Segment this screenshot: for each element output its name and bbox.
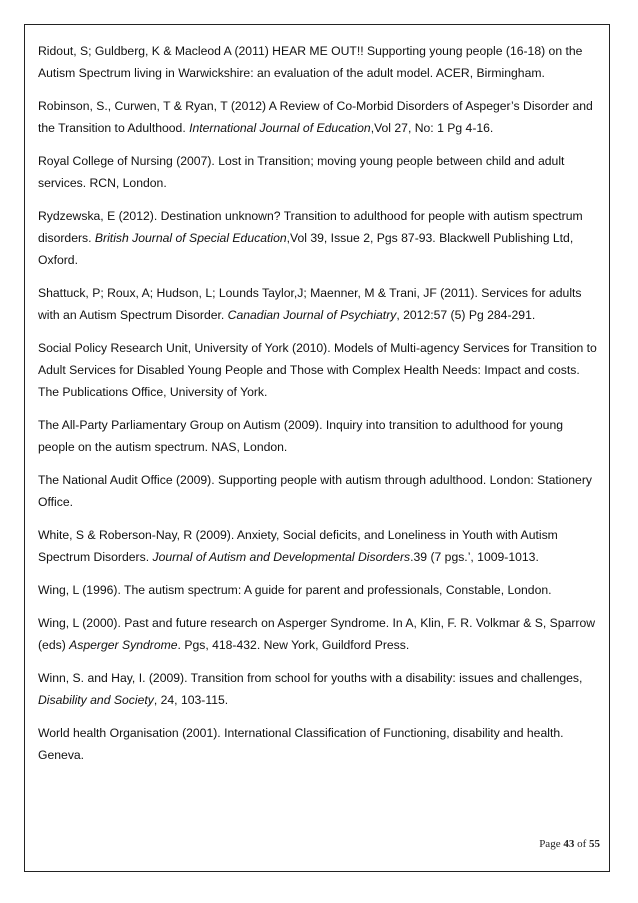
reference-item: [38, 337, 600, 403]
reference-list: [38, 40, 600, 777]
reference-item: [38, 579, 600, 601]
reference-item: [38, 414, 600, 458]
reference-text: Ridout, S; Guldberg, K & Macleod A (2011) HEAR ME OUT!! Supporting young people (16-18) on the Autism Spectrum living in Warwickshire: an evaluation of the adult model. ACER, Birmingham.: [38, 44, 583, 80]
reference-text: Winn, S. and Hay, I. (2009). Transition from school for youths with a disability: issues and challenges,: [38, 671, 583, 685]
reference-text: The National Audit Office (2009). Supporting people with autism through adulthood. London: Stationery Office.: [38, 473, 592, 509]
of-label: of: [577, 838, 587, 850]
reference-text: The All-Party Parliamentary Group on Autism (2009). Inquiry into transition to adulthood for young people on the autism spectrum. NAS, London.: [38, 418, 564, 454]
reference-text: Robinson, S., Curwen, T & Ryan, T (2012) A Review of Co-Morbid Disorders of Aspeger’s Disorder and the Transition to Adulthood.: [38, 99, 593, 135]
reference-details: ,Vol 27, No: 1 Pg 4-16.: [370, 121, 494, 135]
total-pages: 55: [589, 838, 600, 850]
reference-text: Wing, L (1996). The autism spectrum: A guide for parent and professionals, Constable, London.: [38, 583, 552, 597]
reference-item: [38, 40, 600, 84]
reference-text: World health Organisation (2001). International Classification of Functioning, disability and health. Geneva.: [38, 726, 564, 762]
reference-text: Wing, L (2000). Past and future research on Asperger Syndrome. In A, Klin, F. R. Volkmar & S, Sparrow (eds): [38, 616, 596, 652]
reference-details: .39 (7 pgs.’, 1009-1013.: [410, 550, 539, 564]
reference-details: ,Vol 39, Issue 2, Pgs 87-93. Blackwell Publishing Ltd, Oxford.: [38, 231, 574, 267]
page-number: [539, 838, 600, 850]
journal-title: British Journal of Special Education: [94, 231, 287, 245]
page-label: Page: [539, 838, 561, 850]
reference-item: [38, 282, 600, 326]
current-page: 43: [563, 838, 575, 850]
reference-details: . Pgs, 418-432. New York, Guildford Press.: [177, 638, 410, 652]
journal-title: Disability and Society: [38, 693, 154, 707]
reference-details: , 24, 103-115.: [153, 693, 229, 707]
reference-item: [38, 469, 600, 513]
reference-text: Shattuck, P; Roux, A; Hudson, L; Lounds Taylor,J; Maenner, M & Trani, JF (2011). Services for adults with an Autism Spectrum Disorder.: [38, 286, 582, 322]
reference-item: [38, 205, 600, 271]
reference-item: [38, 722, 600, 766]
reference-item: [38, 524, 600, 568]
reference-text: Social Policy Research Unit, University of York (2010). Models of Multi-agency Services for Transition to Adult Services for Disabled Young People and Those with Complex Health Needs: Impact and costs. The Publications Office, University of York.: [38, 341, 597, 399]
journal-title: Canadian Journal of Psychiatry: [227, 308, 397, 322]
journal-title: International Journal of Education: [189, 121, 371, 135]
reference-text: Rydzewska, E (2012). Destination unknown? Transition to adulthood for people with autism spectrum disorders.: [38, 209, 583, 245]
reference-text: White, S & Roberson-Nay, R (2009). Anxiety, Social deficits, and Loneliness in Youth with Autism Spectrum Disorders.: [38, 528, 558, 564]
reference-item: [38, 150, 600, 194]
journal-title: Journal of Autism and Developmental Disorders: [152, 550, 411, 564]
reference-details: , 2012:57 (5) Pg 284-291.: [396, 308, 536, 322]
reference-item: [38, 667, 600, 711]
book-title: Asperger Syndrome: [69, 638, 178, 652]
reference-item: [38, 95, 600, 139]
reference-item: [38, 612, 600, 656]
reference-text: Royal College of Nursing (2007). Lost in Transition; moving young people between child and adult services. RCN, London.: [38, 154, 565, 190]
